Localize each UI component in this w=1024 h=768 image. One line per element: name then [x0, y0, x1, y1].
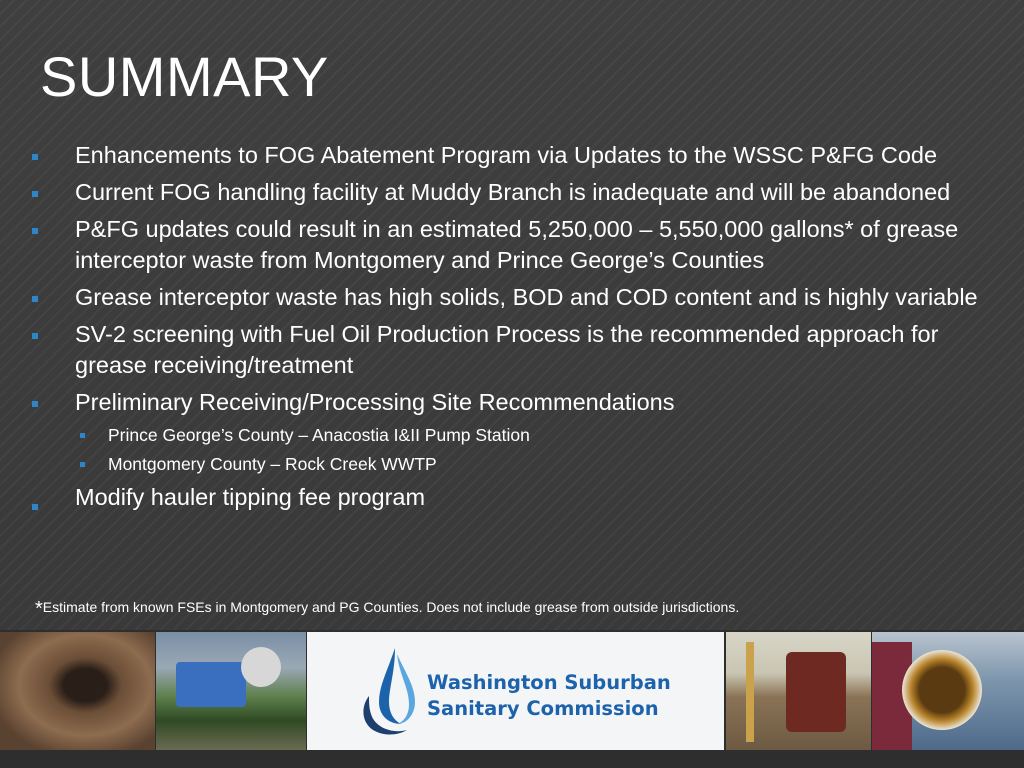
bullet-square-icon: [32, 296, 38, 302]
footnote-asterisk: *: [35, 598, 43, 620]
bullet-item: [0, 282, 1024, 313]
treatment-facility-photo: [726, 632, 871, 750]
bullet-text: Grease interceptor waste has high solids, BOD and COD content and is highly variable: [75, 284, 978, 310]
bullet-square-icon: [32, 228, 38, 234]
bullet-square-icon: [32, 504, 38, 510]
bullet-square-icon: [80, 433, 85, 438]
facility-tank-shape: [786, 652, 846, 732]
equipment-photo: [156, 632, 306, 750]
wssc-logo-panel: [307, 632, 724, 750]
bullet-item: [0, 214, 1024, 276]
bullet-square-icon: [32, 333, 38, 339]
sub-bullet-text: Prince George’s County – Anacostia I&II Pump Station: [108, 425, 530, 445]
grease-sample-photo: [872, 632, 1024, 750]
slide-title: SUMMARY: [40, 45, 329, 108]
facility-pipe-shape: [746, 642, 754, 742]
bullet-text: Modify hauler tipping fee program: [75, 484, 426, 510]
sewer-pipe-photo: [0, 632, 155, 750]
bullet-text: Preliminary Receiving/Processing Site Recommendations: [75, 389, 675, 415]
bullet-item: [0, 140, 1024, 171]
bullet-text: SV-2 screening with Fuel Oil Production Process is the recommended approach for grease receiving/treatment: [75, 321, 939, 378]
bullet-item: [0, 177, 1024, 208]
equipment-tank-shape: [176, 662, 246, 707]
sub-bullet-text: Montgomery County – Rock Creek WWTP: [108, 454, 437, 474]
bullet-item: [0, 319, 1024, 381]
bullet-text: Current FOG handling facility at Muddy Branch is inadequate and will be abandoned: [75, 179, 951, 205]
bullet-text: Enhancements to FOG Abatement Program via Updates to the WSSC P&FG Code: [75, 142, 938, 168]
bullet-square-icon: [32, 154, 38, 160]
bullet-square-icon: [32, 191, 38, 197]
sub-bullet-item: [0, 453, 1024, 475]
footnote-text: Estimate from known FSEs in Montgomery and PG Counties. Does not include grease from outside jurisdictions.: [42, 599, 740, 615]
equipment-drum-shape: [241, 647, 281, 687]
sub-bullet-item: [0, 424, 1024, 446]
footnote: [35, 598, 739, 621]
bullet-item: [0, 387, 1024, 418]
water-drop-logo-icon: [357, 644, 417, 739]
logo-line-2: Sanitary Commission: [427, 697, 659, 720]
bullet-list: [0, 140, 1024, 519]
bullet-square-icon: [80, 462, 85, 467]
grease-bucket-shape: [902, 650, 982, 730]
bullet-item: [0, 482, 1024, 513]
bullet-text: P&FG updates could result in an estimated 5,250,000 – 5,550,000 gallons* of grease interceptor waste from Montgomery and Prince George’s Counties: [75, 216, 959, 273]
logo-line-1: Washington Suburban: [427, 671, 671, 694]
wssc-logo-text: [427, 670, 671, 722]
bullet-square-icon: [32, 401, 38, 407]
